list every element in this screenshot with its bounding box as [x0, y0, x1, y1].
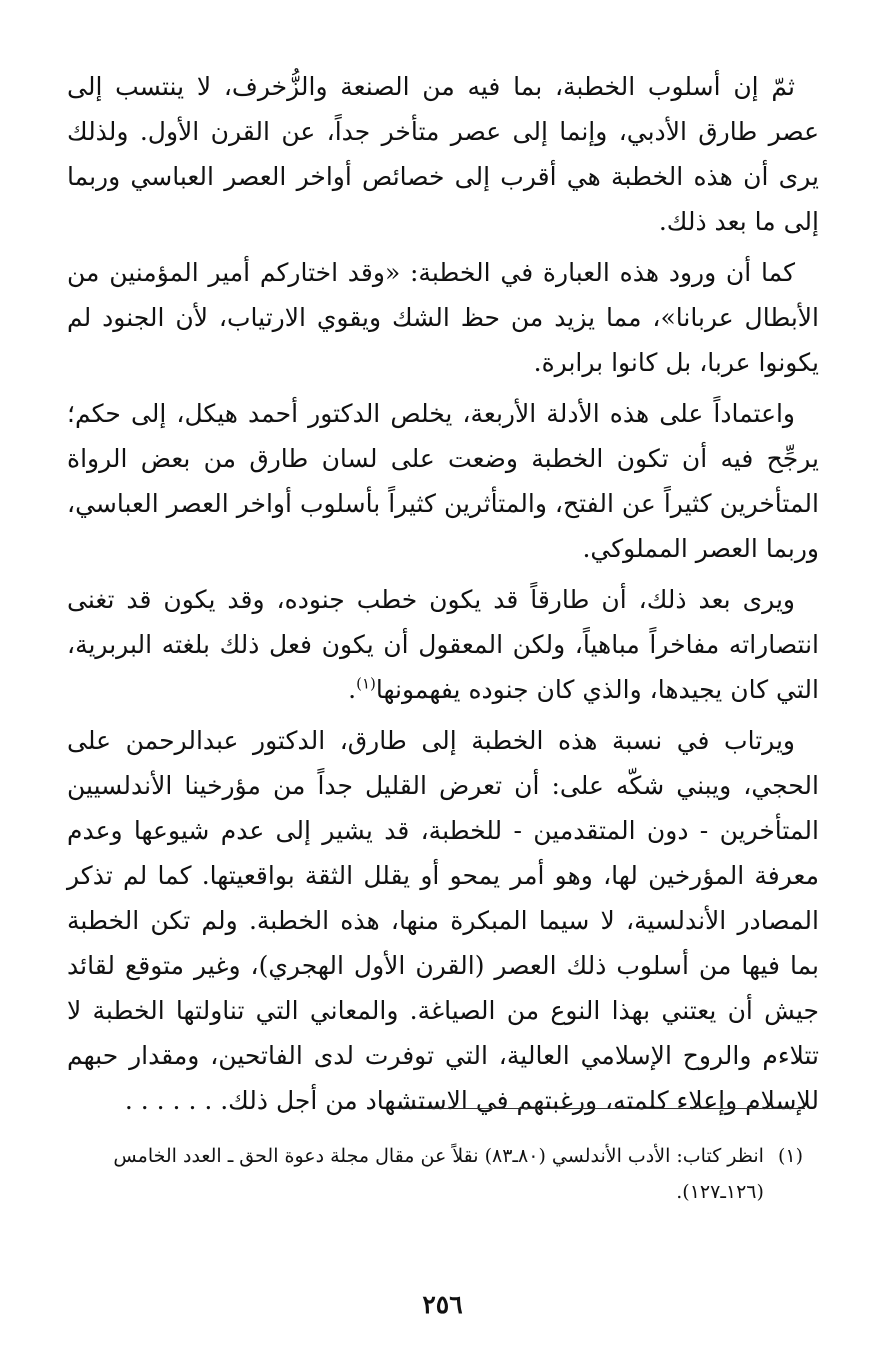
footnote-number: (١): [777, 1145, 803, 1167]
footnote-divider: [395, 1108, 805, 1109]
paragraph-berber-language: [67, 577, 819, 712]
footnote: [78, 1138, 803, 1210]
paragraph-berber-end: .: [348, 675, 357, 704]
paragraph-style-argument: ثمّ إن أسلوب الخطبة، بما فيه من الصنعة والزُّخرف، لا ينتسب إلى عصر طارق الأدبي، وإنما إلى عصر متأخر جداً، عن القرن الأول. ولذلك يرى أن هذه الخطبة هي أقرب إلى خصائص أواخر العصر العباسي وربما إلى ما بعد ذلك.: [67, 72, 819, 236]
footnote-reference: (١): [356, 674, 376, 693]
paragraph-berber-text: ويرى بعد ذلك، أن طارقاً قد يكون خطب جنوده، وقد يكون قد تغنى انتصاراته مفاخراً مباهياً، ولكن المعقول أن يكون فعل ذلك بلغته البربرية، التي كان يجيدها، والذي كان جنوده يفهمونها: [67, 585, 819, 704]
paragraph-haykal-conclusion: واعتماداً على هذه الأدلة الأربعة، يخلص الدكتور أحمد هيكل، إلى حكم؛ يرجِّح فيه أن تكون الخطبة وضعت على لسان طارق من بعض الرواة المتأخرين كثيراً عن الفتح، والمتأثرين كثيراً بأسلوب أواخر العصر العباسي، وربما العصر المملوكي.: [67, 399, 819, 563]
page-number: ٢٥٦: [422, 1290, 463, 1319]
paragraph-soldiers-argument: كما أن ورود هذه العبارة في الخطبة: «وقد اختاركم أمير المؤمنين من الأبطال عربانا»، مما يزيد من حظ الشك ويقوي الارتياب، لأن الجنود لم يكونوا عربا، بل كانوا برابرة.: [67, 258, 819, 377]
paragraph-hajji-doubt: ويرتاب في نسبة هذه الخطبة إلى طارق، الدكتور عبدالرحمن على الحجي، ويبني شكّه على: أن تعرض القليل جداً من مؤرخينا الأندلسيين المتأخرين - دون المتقدمين - للخطبة، قد يشير إلى عدم شيوعها وعدم معرفة المؤرخين لها، وهو أمر يمحو أو يقلل الثقة بواقعيتها. كما لم تذكر المصادر الأندلسية، لا سيما المبكرة منها، هذه الخطبة. ولم تكن الخطبة بما فيها من أسلوب ذلك العصر (القرن الأول الهجري)، وغير متوقع لقائد جيش أن يعتني بهذا النوع من الصياغة. والمعاني التي تناولتها الخطبة لا تتلاءم والروح الإسلامي العالية، التي توفرت لدى الفاتحين، ومقدار حبهم للإسلام وإعلاء كلمته، ورغبتهم في الاستشهاد من أجل ذلك. . . . . . .: [67, 726, 819, 1115]
footnote-text: انظر كتاب: الأدب الأندلسي (٨٠ـ٨٣) نقلاً عن مقال مجلة دعوة الحق ـ العدد الخامس (١٢٦ـ١٢٧).: [113, 1145, 764, 1203]
page-body: [67, 64, 819, 1129]
